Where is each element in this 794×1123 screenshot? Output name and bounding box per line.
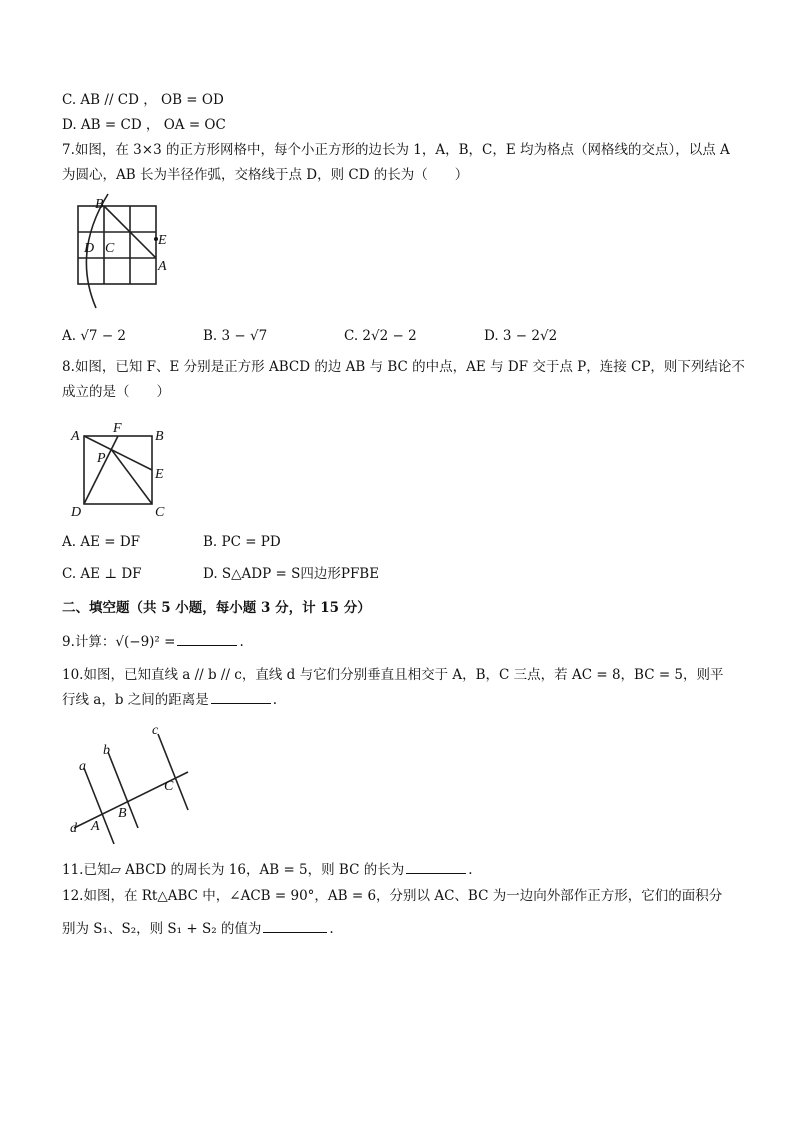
q7-option-a: A. √7 − 2 xyxy=(62,328,127,344)
q10-answer-blank[interactable] xyxy=(211,703,271,704)
section-heading-fill-in: 二、填空题（共 5 小题，每小题 3 分，计 15 分） xyxy=(62,600,371,616)
q8-option-a: A. AE = DF xyxy=(62,534,141,550)
q8-label-c: C xyxy=(155,505,165,520)
q10-label-d: d xyxy=(70,821,77,836)
q8-label-p: P xyxy=(97,451,106,466)
q7-grid-figure xyxy=(62,192,172,312)
q8-segment-df xyxy=(84,436,118,504)
q8-label-a: A xyxy=(71,429,80,444)
q10-suffix: . xyxy=(272,692,278,708)
q10-label-point-b: B xyxy=(118,806,127,821)
q10-label-c: c xyxy=(152,723,159,738)
q9-suffix: . xyxy=(239,634,244,650)
q12-stem-line2-text: 别为 S₁、S₂，则 S₁ + S₂ 的值为 xyxy=(62,921,262,937)
q12-suffix: . xyxy=(329,921,334,937)
q7-option-d: D. 3 − 2√2 xyxy=(484,328,558,344)
q8-option-b: B. PC = PD xyxy=(203,534,281,550)
q9-answer-blank[interactable] xyxy=(177,645,237,646)
q8-square-figure xyxy=(66,418,176,524)
q12-stem-line1: 12.如图，在 Rt△ABC 中，∠ACB = 90°，AB = 6，分别以 AC、BC 为一边向外部作正方形，它们的面积分 xyxy=(62,888,723,904)
q7-stem-line1: 7.如图，在 3×3 的正方形网格中，每个小正方形的边长为 1，A，B，C，E 均为格点（网格线的交点），以点 A xyxy=(62,142,730,158)
q8-segment-ae xyxy=(84,436,152,470)
q11-stem: 11.已知▱ ABCD 的周长为 16，AB = 5，则 BC 的长为 xyxy=(62,862,405,878)
q10-stem-line2 xyxy=(62,691,277,709)
q7-stem-line2: 为圆心，AB 长为半径作弧，交格线于点 D，则 CD 的长为（ ） xyxy=(62,167,469,183)
q10-label-a: a xyxy=(79,759,86,774)
q8-segment-cp xyxy=(111,449,152,504)
q10-stem-line1: 10.如图，已知直线 a // b // c，直线 d 与它们分别垂直且相交于 A，B，C 三点，若 AC = 8，BC = 5，则平 xyxy=(62,667,724,683)
q8-label-b: B xyxy=(155,429,164,444)
q7-label-c: C xyxy=(105,241,115,256)
q7-label-e: E xyxy=(158,233,167,248)
q10-label-point-a: A xyxy=(91,819,100,834)
q10-label-b: b xyxy=(103,743,110,758)
q6-option-d: D. AB = CD ， OA = OC xyxy=(62,117,226,133)
q10-line-c xyxy=(158,734,188,810)
q10-stem-line2-text: 行线 a，b 之间的距离是 xyxy=(62,692,209,708)
q8-option-c: C. AE ⊥ DF xyxy=(62,566,142,582)
q7-label-d: D xyxy=(84,241,95,256)
q12-stem-line2 xyxy=(62,920,334,938)
q8-stem-line1: 8.如图，已知 F、E 分别是正方形 ABCD 的边 AB 与 BC 的中点，AE 与 DF 交于点 P，连接 CP，则下列结论不 xyxy=(62,359,745,375)
q12-answer-blank[interactable] xyxy=(263,932,327,933)
q11-line xyxy=(62,861,473,879)
q11-suffix: . xyxy=(468,862,473,878)
q7-label-b: B xyxy=(95,197,104,212)
q7-label-a: A xyxy=(158,259,167,274)
q9-expression: √(−9)² = xyxy=(115,634,176,650)
q9-line xyxy=(62,633,244,651)
q9-prefix: 9.计算： xyxy=(62,634,116,650)
q7-option-c: C. 2√2 − 2 xyxy=(344,328,417,344)
q10-parallel-lines-figure xyxy=(62,720,192,846)
q8-option-d: D. S△ADP = S四边形PFBE xyxy=(203,566,380,582)
q8-stem-line2: 成立的是（ ） xyxy=(62,384,170,400)
q8-label-f: F xyxy=(113,421,122,436)
q6-option-c: C. AB // CD ， OB = OD xyxy=(62,92,224,108)
q8-label-e: E xyxy=(155,467,164,482)
q10-label-point-c: C xyxy=(164,779,174,794)
q11-answer-blank[interactable] xyxy=(406,873,466,874)
q8-label-d: D xyxy=(71,505,82,520)
q7-option-b: B. 3 − √7 xyxy=(203,328,268,344)
